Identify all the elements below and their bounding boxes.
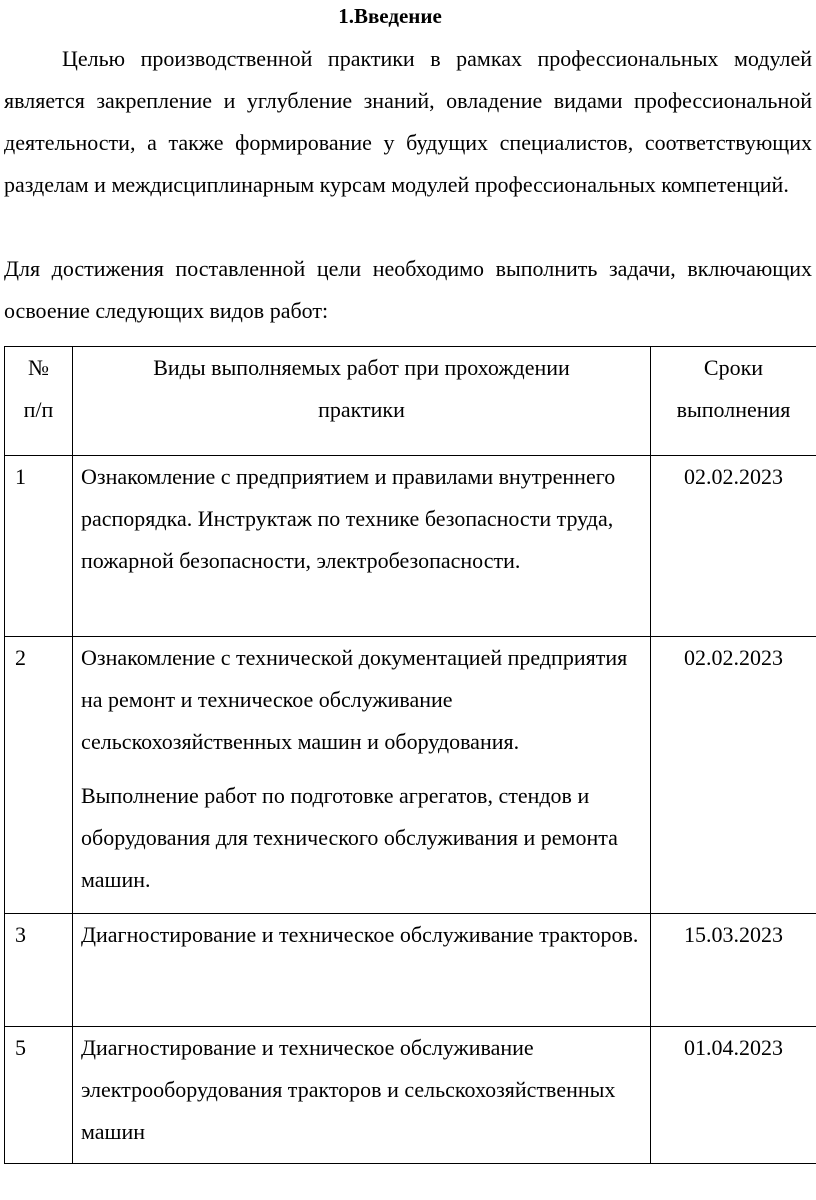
row-number: 1 bbox=[5, 456, 73, 637]
row-work bbox=[73, 637, 651, 914]
header-date: Сроки выполнения bbox=[651, 347, 816, 456]
section-title: 1.Введение bbox=[338, 4, 442, 28]
header-work: Виды выполняемых работ при прохождении практики bbox=[73, 347, 651, 456]
works-table bbox=[4, 346, 816, 1164]
header-number bbox=[5, 347, 73, 456]
table-header-row bbox=[5, 347, 816, 456]
row-number: 2 bbox=[5, 637, 73, 914]
table-row bbox=[5, 914, 816, 1027]
header-number-label: п/п bbox=[23, 397, 54, 422]
row-work: Диагностирование и техническое обслуживание электрооборудования тракторов и сельскохозяйственных машин bbox=[73, 1027, 651, 1164]
row-number: 5 bbox=[5, 1027, 73, 1164]
row-date: 02.02.2023 bbox=[651, 456, 816, 637]
row-work: Диагностирование и техническое обслуживание тракторов. bbox=[73, 914, 651, 1027]
row-date: 01.04.2023 bbox=[651, 1027, 816, 1164]
row-number: 3 bbox=[5, 914, 73, 1027]
header-number-symbol: № bbox=[28, 355, 49, 380]
table-row bbox=[5, 1027, 816, 1164]
task-paragraph: Для достижения поставленной цели необходимо выполнить задачи, включающих освоение следующих видов работ: bbox=[4, 256, 812, 323]
intro-paragraph: Целью производственной практики в рамках профессиональных модулей является закрепление и углубление знаний, овладение видами профессиональной деятельности, а также формирование у будущих специалистов, соответствующих разделам и междисциплинарным курсам модулей профессиональных компетенций. bbox=[4, 46, 812, 197]
row-date: 02.02.2023 bbox=[651, 637, 816, 914]
row-work-text: Ознакомление с технической документацией предприятия на ремонт и техническое обслуживание сельскохозяйственных машин и оборудования. bbox=[81, 645, 628, 754]
row-date: 15.03.2023 bbox=[651, 914, 816, 1027]
row-work: Ознакомление с предприятием и правилами внутреннего распорядка. Инструктаж по технике безопасности труда, пожарной безопасности, электробезопасности. bbox=[73, 456, 651, 637]
table-row bbox=[5, 456, 816, 637]
row-work-extra: Выполнение работ по подготовке агрегатов, стендов и оборудования для технического обслуживания и ремонта машин. bbox=[81, 783, 618, 892]
table-row bbox=[5, 637, 816, 914]
